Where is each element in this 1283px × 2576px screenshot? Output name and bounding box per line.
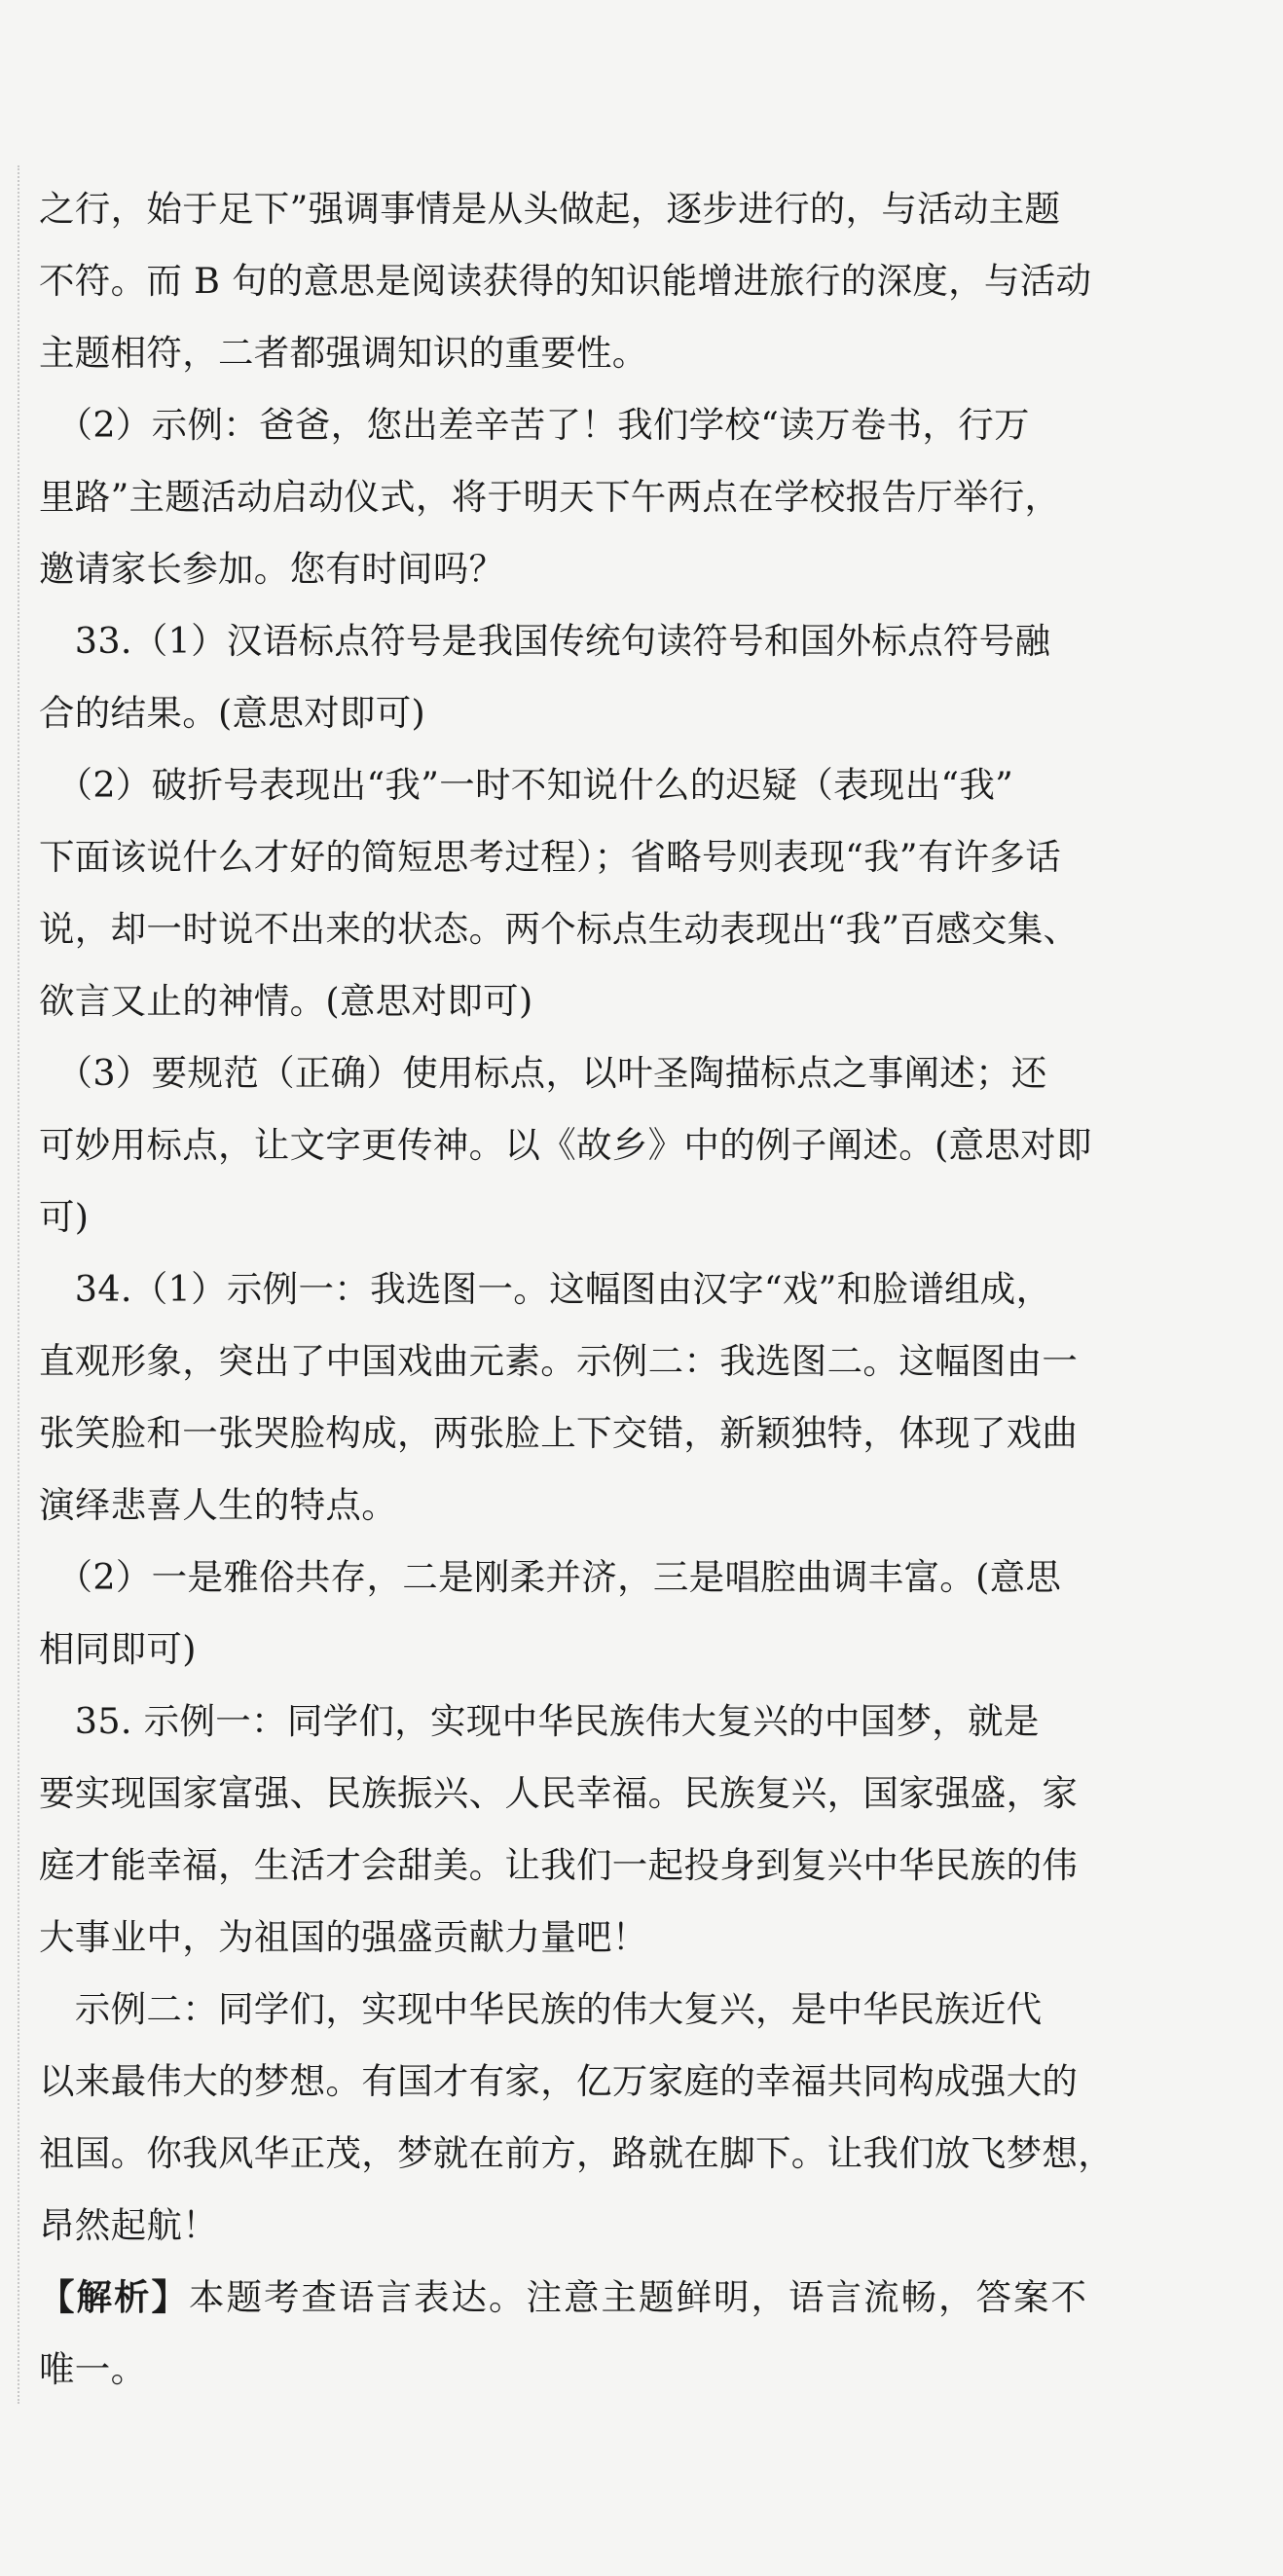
text-line: 说，却一时说不出来的状态。两个标点生动表现出“我”百感交集、 xyxy=(39,908,1080,950)
text-line: （2）示例：爸爸，您出差辛苦了！我们学校“读万卷书，行万 xyxy=(39,404,1030,446)
q32-2-answer xyxy=(39,389,1110,605)
q35-example-2 xyxy=(39,1974,1114,2262)
q33-2-answer xyxy=(39,749,1110,1037)
text-line: 不符。而 B 句的意思是阅读获得的知识能增进旅行的深度，与活动 xyxy=(39,260,1092,302)
q34-1-answer xyxy=(39,1253,1110,1542)
binding-margin-rule xyxy=(18,165,19,2404)
text-line: （3）要规范（正确）使用标点，以叶圣陶描标点之事阐述；还 xyxy=(39,1052,1047,1094)
q33-3-answer xyxy=(39,1037,1110,1253)
answer-paragraphs xyxy=(39,173,1114,2262)
text-line: 下面该说什么才好的简短思考过程）；省略号则表现“我”有许多话 xyxy=(39,836,1062,878)
q32-analysis-continued xyxy=(39,173,1110,389)
text-line: 33.（1）汉语标点符号是我国传统句读符号和国外标点符号融 xyxy=(39,620,1051,662)
answer-text-body xyxy=(39,173,1114,2406)
text-line: （2）破折号表现出“我”一时不知说什么的迟疑（表现出“我” xyxy=(39,764,1014,806)
text-line: 里路”主题活动启动仪式，将于明天下午两点在学校报告厅举行， xyxy=(39,476,1061,518)
text-line: 相同即可) xyxy=(39,1628,197,1670)
analysis-note-line-2: 唯一。 xyxy=(39,2348,147,2390)
text-line: 大事业中，为祖国的强盛贡献力量吧！ xyxy=(39,1916,648,1958)
text-line: 庭才能幸福，生活才会甜美。让我们一起投身到复兴中华民族的伟 xyxy=(39,1844,1079,1886)
text-line: 可妙用标点，让文字更传神。以《故乡》中的例子阐述。(意思对即 xyxy=(39,1124,1092,1166)
text-line: 合的结果。(意思对即可) xyxy=(39,692,426,734)
text-line: 要实现国家富强、民族振兴、人民幸福。民族复兴，国家强盛，家 xyxy=(39,1772,1079,1814)
text-line: 可) xyxy=(39,1196,90,1238)
text-line: （2）一是雅俗共存，二是刚柔并济，三是唱腔曲调丰富。(意思 xyxy=(39,1556,1062,1598)
analysis-note-text: 本题考查语言表达。注意主题鲜明，语言流畅，答案不 xyxy=(189,2276,1088,2318)
text-line: 演绎悲喜人生的特点。 xyxy=(39,1484,397,1526)
text-line: 示例二：同学们，实现中华民族的伟大复兴，是中华民族近代 xyxy=(39,1988,1043,2030)
analysis-note xyxy=(39,2262,1110,2406)
analysis-tag: 【解析】 xyxy=(39,2276,189,2318)
text-line: 张笑脸和一张哭脸构成，两张脸上下交错，新颖独特，体现了戏曲 xyxy=(39,1412,1079,1454)
text-line: 之行，始于足下”强调事情是从头做起，逐步进行的，与活动主题 xyxy=(39,188,1061,230)
text-line: 34.（1）示例一：我选图一。这幅图由汉字“戏”和脸谱组成， xyxy=(39,1268,1052,1310)
q33-1-answer xyxy=(39,605,1110,749)
q35-example-1 xyxy=(39,1686,1110,1974)
text-line: 昂然起航！ xyxy=(39,2204,218,2246)
q34-2-answer xyxy=(39,1542,1110,1686)
text-line: 直观形象，突出了中国戏曲元素。示例二：我选图二。这幅图由一 xyxy=(39,1340,1079,1382)
text-line: 以来最伟大的梦想。有国才有家，亿万家庭的幸福共同构成强大的 xyxy=(39,2060,1079,2102)
text-line: 主题相符，二者都强调知识的重要性。 xyxy=(39,332,648,374)
text-line: 35. 示例一：同学们，实现中华民族伟大复兴的中国梦，就是 xyxy=(39,1700,1040,1742)
analysis-note-line-1 xyxy=(39,2262,1110,2334)
text-line: 邀请家长参加。您有时间吗？ xyxy=(39,548,505,590)
text-line: 欲言又止的神情。(意思对即可) xyxy=(39,980,533,1022)
text-line: 祖国。你我风华正茂，梦就在前方，路就在脚下。让我们放飞梦想， xyxy=(39,2132,1114,2174)
